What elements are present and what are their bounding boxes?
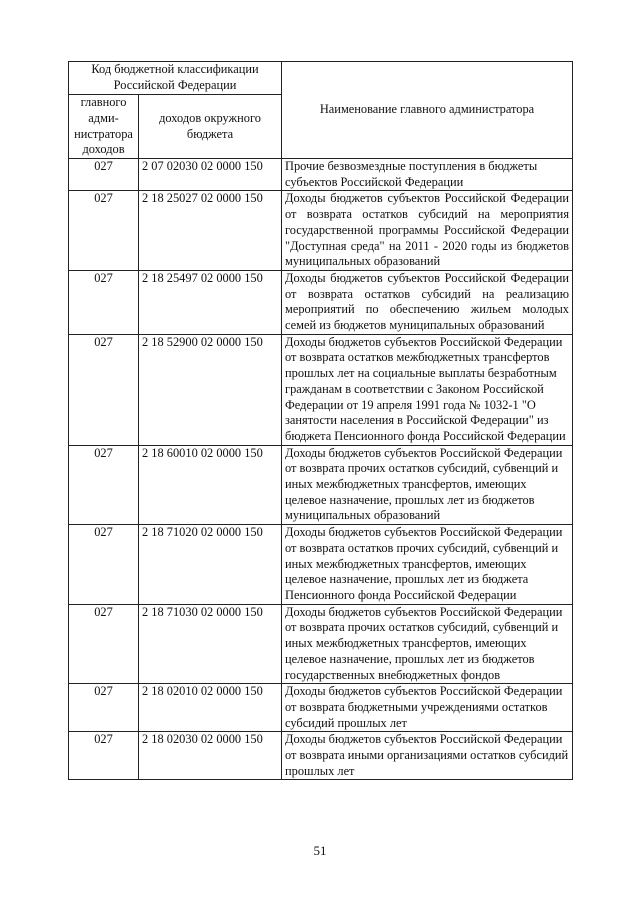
income-code-cell: 2 18 71020 02 0000 150 <box>139 525 282 605</box>
income-code-cell: 2 18 25027 02 0000 150 <box>139 191 282 271</box>
administrator-name-cell: Доходы бюджетов субъектов Российской Федерации от возврата остатков субсидий на мероприятия государственной программы Российской Федерации "Доступная среда" на 2011 - 2020 годы из бюджетов муниципальных образований <box>282 191 573 271</box>
income-code-cell: 2 18 71030 02 0000 150 <box>139 604 282 684</box>
table-row <box>69 604 573 684</box>
header-district-budget-income: доходов окружного бюджета <box>139 95 282 159</box>
admin-code-cell: 027 <box>69 159 139 191</box>
income-code-cell: 2 07 02030 02 0000 150 <box>139 159 282 191</box>
table-row <box>69 270 573 334</box>
income-code-cell: 2 18 02030 02 0000 150 <box>139 732 282 780</box>
income-code-cell: 2 18 02010 02 0000 150 <box>139 684 282 732</box>
header-main-administrator: главного адми- нистратора доходов <box>69 95 139 159</box>
income-code-cell: 2 18 60010 02 0000 150 <box>139 445 282 525</box>
income-code-cell: 2 18 25497 02 0000 150 <box>139 270 282 334</box>
table-row <box>69 191 573 271</box>
table-row <box>69 525 573 605</box>
admin-code-cell: 027 <box>69 334 139 445</box>
admin-code-cell: 027 <box>69 525 139 605</box>
header-classification-code: Код бюджетной классификации Российской Федерации <box>69 62 282 95</box>
administrator-name-cell: Доходы бюджетов субъектов Российской Федерации от возврата остатков прочих субсидий, субвенций и иных межбюджетных трансфертов, имеющих целевое назначение, прошлых лет из бюджета Пенсионного фонда Российской Федерации <box>282 525 573 605</box>
administrator-name-cell: Доходы бюджетов субъектов Российской Федерации от возврата бюджетными учреждениями остатков субсидий прошлых лет <box>282 684 573 732</box>
administrator-name-cell: Прочие безвозмездные поступления в бюджеты субъектов Российской Федерации <box>282 159 573 191</box>
table-row <box>69 684 573 732</box>
admin-code-cell: 027 <box>69 604 139 684</box>
admin-code-cell: 027 <box>69 732 139 780</box>
budget-classification-table <box>68 61 573 780</box>
table-row <box>69 732 573 780</box>
table-row <box>69 159 573 191</box>
administrator-name-cell: Доходы бюджетов субъектов Российской Федерации от возврата прочих остатков субсидий, субвенций и иных межбюджетных трансфертов, имеющих целевое назначение, прошлых лет из бюджетов муниципальных образований <box>282 445 573 525</box>
admin-code-cell: 027 <box>69 191 139 271</box>
administrator-name-cell: Доходы бюджетов субъектов Российской Федерации от возврата прочих остатков субсидий, субвенций и иных межбюджетных трансфертов, имеющих целевое назначение, прошлых лет из бюджетов государственных внебюджетных фондов <box>282 604 573 684</box>
administrator-name-cell: Доходы бюджетов субъектов Российской Федерации от возврата остатков межбюджетных трансфертов прошлых лет на социальные выплаты безработным гражданам в соответствии с Законом Российской Федерации от 19 апреля 1991 года № 1032-1 "О занятости населения в Российской Федерации" из бюджета Пенсионного фонда Российской Федерации <box>282 334 573 445</box>
admin-code-cell: 027 <box>69 270 139 334</box>
administrator-name-cell: Доходы бюджетов субъектов Российской Федерации от возврата иными организациями остатков субсидий прошлых лет <box>282 732 573 780</box>
admin-code-cell: 027 <box>69 445 139 525</box>
income-code-cell: 2 18 52900 02 0000 150 <box>139 334 282 445</box>
admin-code-cell: 027 <box>69 684 139 732</box>
page-number: 51 <box>313 843 327 858</box>
header-administrator-name: Наименование главного администратора <box>282 62 573 159</box>
table-row <box>69 445 573 525</box>
table-row <box>69 334 573 445</box>
administrator-name-cell: Доходы бюджетов субъектов Российской Федерации от возврата остатков субсидий на реализацию мероприятий по обеспечению жильем молодых семей из бюджетов муниципальных образований <box>282 270 573 334</box>
